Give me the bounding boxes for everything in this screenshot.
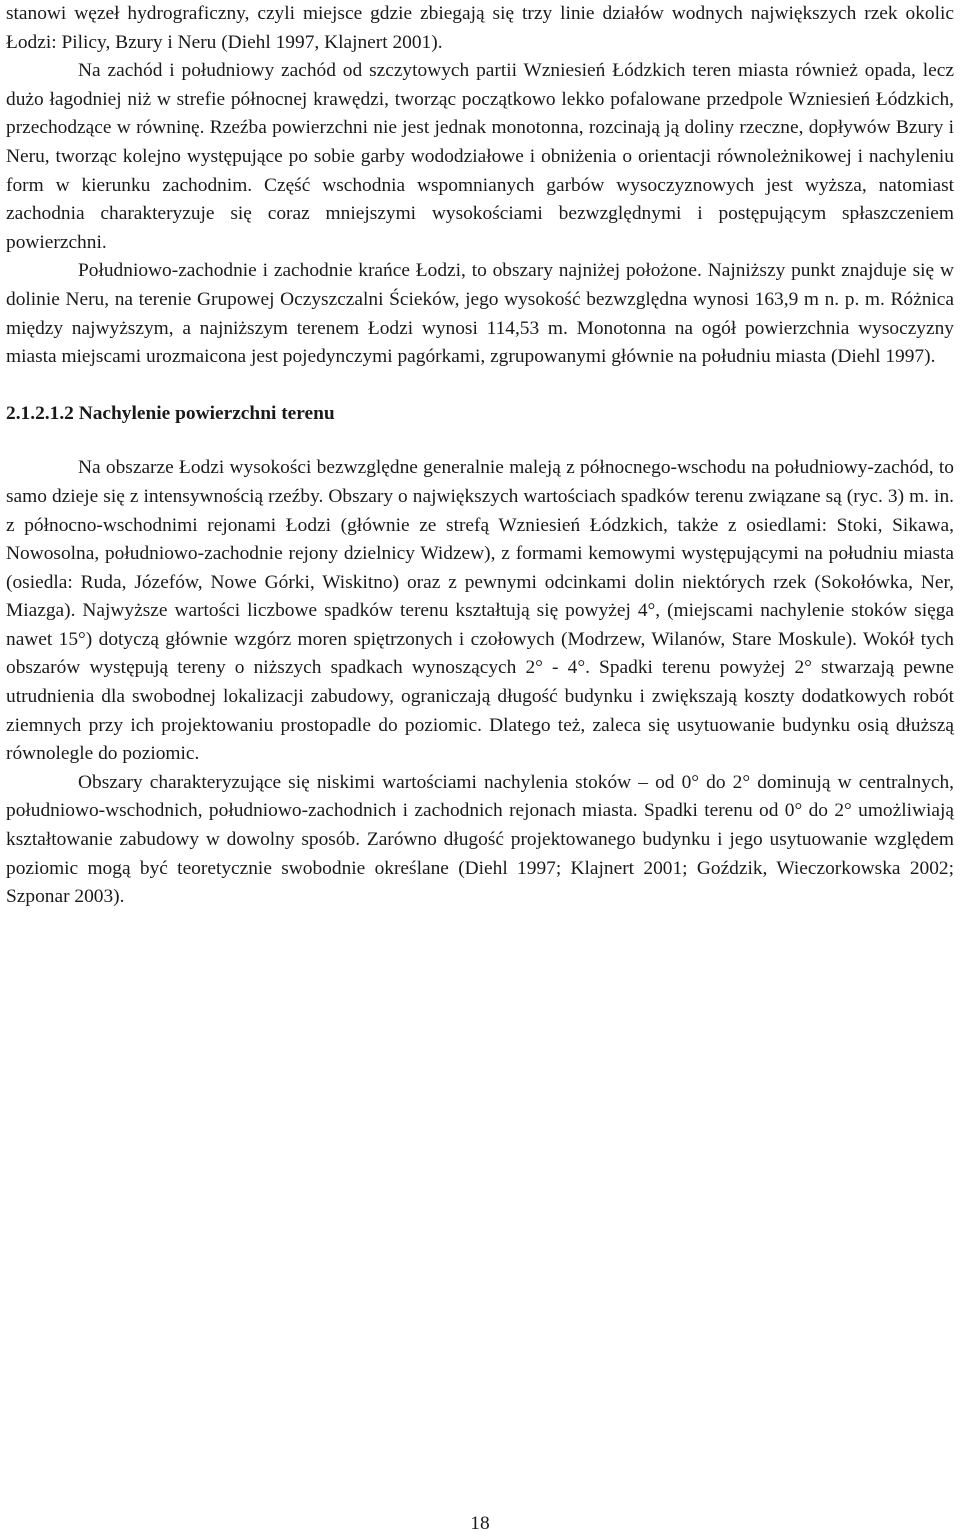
section-heading: 2.1.2.1.2 Nachylenie powierzchni terenu [6,402,335,424]
paragraph-relief-west: Na zachód i południowy zachód od szczytowych partii Wzniesień Łódzkich teren miasta również opada, lecz dużo łagodniej niż w strefie północnej krawędzi, tworząc początkowo lekko pofalowane przedpole Wzniesień Łódzkich, przechodzące w równinę. Rzeźba powierzchni nie jest jednak monotonna, rozcinają ją doliny rzeczne, dopływów Bzury i Neru, tworząc kolejno występujące po sobie garby wododziałowe i obniżenia o orientacji równoleżnikowej i nachyleniu form w kierunku zachodnim. Część wschodnia wspomnianych garbów wysoczyznowych jest wyższa, natomiast zachodnia charakteryzuje się coraz mniejszymi wysokościami bezwzględnymi i postępującym spłaszczeniem powierzchni. [6,60,954,253]
paragraph-continuation: stanowi węzeł hydrograficzny, czyli miejsce gdzie zbiegają się trzy linie działów wodnych największych rzek okolic Łodzi: Pilicy, Bzury i Neru (Diehl 1997, Klajnert 2001). [6,3,954,53]
document-page [6,0,954,912]
spacer [6,372,954,400]
paragraph-lowest-point: Południowo-zachodnie i zachodnie krańce Łodzi, to obszary najniżej położone. Najniższy punkt znajduje się w dolinie Neru, na terenie Grupowej Oczyszczalni Ścieków, jego wysokość bezwzględna wynosi 163,9 m n. p. m. Różnica między najwyższym, a najniższym terenem Łodzi wynosi 114,53 m. Monotonna na ogół powierzchnia wysoczyzny miasta miejscami urozmaicona jest pojedynczymi pagórkami, zgrupowanymi głównie na południu miasta (Diehl 1997). [6,260,954,368]
page-number: 18 [470,1513,490,1534]
paragraph-slopes-low: Obszary charakteryzujące się niskimi wartościami nachylenia stoków – od 0° do 2° dominują w centralnych, południowo-wschodnich, południowo-zachodnich i zachodnich rejonach miasta. Spadki terenu od 0° do 2° umożliwiają kształtowanie zabudowy w dowolny sposób. Zarówno długość projektowanego budynku i jego usytuowanie względem poziomic mogą być teoretycznie swobodnie określane (Diehl 1997; Klajnert 2001; Goździk, Wieczorkowska 2002; Szponar 2003). [6,771,954,908]
spacer [6,428,954,454]
paragraph-slopes-high: Na obszarze Łodzi wysokości bezwzględne generalnie maleją z północnego-wschodu na południowy-zachód, to samo dzieje się z intensywnością rzeźby. Obszary o największych wartościach spadków terenu związane są (ryc. 3) m. in. z północno-wschodnimi rejonami Łodzi (głównie ze strefą Wzniesień Łódzkich, także z osiedlami: Stoki, Sikawa, Nowosolna, południowo-zachodnie rejony dzielnicy Widzew), z formami kemowymi występującymi na południu miasta (osiedla: Ruda, Józefów, Nowe Górki, Wiskitno) oraz z pewnymi odcinkami dolin niektórych rzek (Sokołówka, Ner, Miazga). Najwyższe wartości liczbowe spadków terenu kształtują się powyżej 4°, (miejscami nachylenie stoków sięga nawet 15°) dotyczą głównie wzgórz moren spiętrzonych i czołowych (Modrzew, Wilanów, Stare Moskule). Wokół tych obszarów występują tereny o niższych spadkach wynoszących 2° - 4°. Spadki terenu powyżej 2° stwarzają pewne utrudnienia dla swobodnej lokalizacji zabudowy, ograniczają długość budynku i zwiększają koszty dodatkowych robót ziemnych przy ich projektowaniu prostopadle do poziomic. Dlatego też, zaleca się usytuowanie budynku osią dłuższą równolegle do poziomic. [6,457,954,765]
